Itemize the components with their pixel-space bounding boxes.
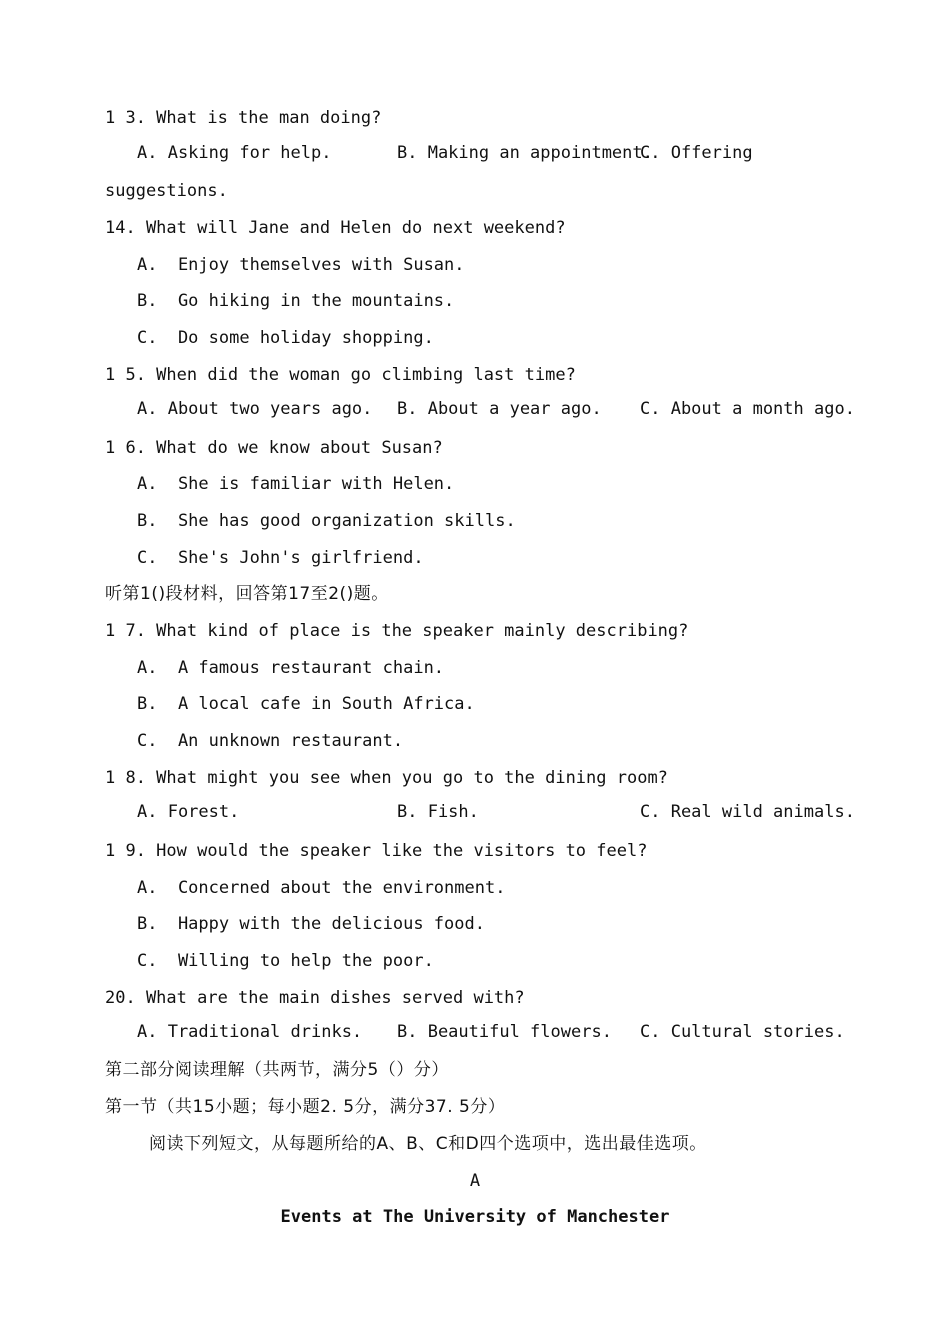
question-16-option-b: B. She has good organization skills. [137,511,516,531]
question-15-option-b: B. About a year ago. [397,399,602,419]
question-19-stem: 1 9. How would the speaker like the visitors to feel? [105,841,648,861]
question-13-stem: 1 3. What is the man doing? [105,108,382,128]
section-1-title: 第一节（共15小题；每小题2. 5分，满分37. 5分） [105,1097,506,1117]
question-15-option-a: A. About two years ago. [137,399,373,419]
question-17-option-a: A. A famous restaurant chain. [137,658,445,678]
question-14-option-c: C. Do some holiday shopping. [137,328,434,348]
question-19-option-b: B. Happy with the delicious food. [137,914,485,934]
passage-label: A [469,1171,481,1191]
question-13-option-a: A. Asking for help. [137,143,332,163]
question-17-stem: 1 7. What kind of place is the speaker mainly describing? [105,621,689,641]
question-13-option-c-wrap: suggestions. [105,181,228,201]
question-18-option-a: A. Forest. [137,802,240,822]
question-15-option-c: C. About a month ago. [640,399,855,419]
question-17-option-c: C. An unknown restaurant. [137,731,404,751]
question-18-option-b: B. Fish. [397,802,479,822]
question-20-option-b: B. Beautiful flowers. [397,1022,612,1042]
question-15-stem: 1 5. When did the woman go climbing last time? [105,365,576,385]
question-19-option-a: A. Concerned about the environment. [137,878,506,898]
question-16-stem: 1 6. What do we know about Susan? [105,438,443,458]
question-13-option-c: C. Offering [640,143,753,163]
question-16-option-c: C. She's John's girlfriend. [137,548,424,568]
question-19-option-c: C. Willing to help the poor. [137,951,434,971]
question-14-option-a: A. Enjoy themselves with Susan. [137,255,465,275]
question-16-option-a: A. She is familiar with Helen. [137,474,455,494]
question-13-option-b: B. Making an appointment. [397,143,653,163]
passage-title: Events at The University of Manchester [280,1207,670,1227]
listening-instruction: 听第1()段材料，回答第17至2()题。 [105,584,389,604]
question-18-stem: 1 8. What might you see when you go to the dining room? [105,768,668,788]
question-20-option-a: A. Traditional drinks. [137,1022,363,1042]
question-17-option-b: B. A local cafe in South Africa. [137,694,475,714]
question-20-stem: 20. What are the main dishes served with? [105,988,525,1008]
question-18-option-c: C. Real wild animals. [640,802,855,822]
reading-instruction: 阅读下列短文，从每题所给的A、B、C和D四个选项中，选出最佳选项。 [149,1134,707,1154]
question-20-option-c: C. Cultural stories. [640,1022,845,1042]
question-14-stem: 14. What will Jane and Helen do next weekend? [105,218,566,238]
part-2-title: 第二部分阅读理解（共两节，满分5（）分） [105,1060,449,1080]
question-14-option-b: B. Go hiking in the mountains. [137,291,455,311]
